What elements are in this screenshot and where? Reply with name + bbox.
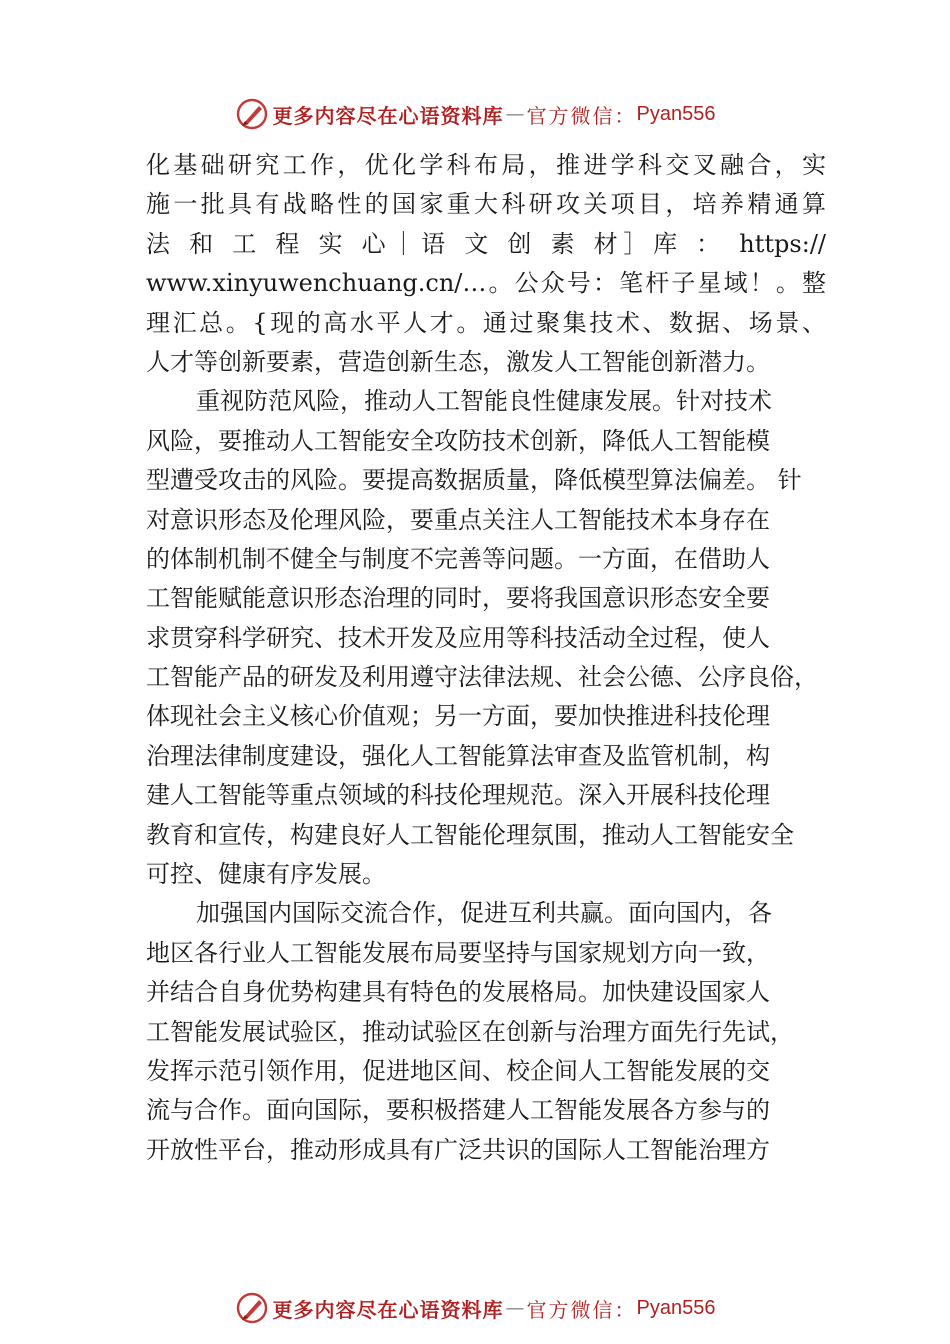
pen-circle-logo-icon xyxy=(235,97,269,131)
banner-text: 更多内容尽在心语资料库 xyxy=(272,103,504,128)
text-line: 求贯穿科学研究、技术开发及应用等科技活动全过程，使人 xyxy=(146,623,770,652)
banner-wechat-label: 官方微信： xyxy=(526,103,637,128)
banner-wechat-id: Pyan556 xyxy=(636,102,716,125)
text-line: 地区各行业人工智能发展布局要坚持与国家规划方向一致， xyxy=(146,938,770,967)
text-line: 型遭受攻击的风险。要提高数据质量，降低模型算法偏差。 针 xyxy=(146,466,802,495)
text-line: 体现社会主义核心价值观；另一方面，要加快推进科技伦理 xyxy=(146,702,770,731)
text-line: 开放性平台，推动形成具有广泛共识的国际人工智能治理方 xyxy=(146,1135,770,1164)
text-line: 人才等创新要素，营造创新生态，激发人工智能创新潜力。 xyxy=(146,347,770,376)
banner-wechat-label: 官方微信： xyxy=(526,1297,637,1322)
text-line: www.xinyuwenchuang.cn/…。公众号：笔杆子星域！。整 xyxy=(146,269,826,298)
text-line: 施一批具有战略性的国家重大科研攻关项目，培养精通算 xyxy=(146,190,826,219)
footer-banner xyxy=(0,1286,950,1330)
banner-text: 更多内容尽在心语资料库 xyxy=(272,1297,504,1322)
text-line: 治理法律制度建设，强化人工智能算法审查及监管机制，构 xyxy=(146,741,770,770)
paragraph-first-line: 加强国内国际交流合作，促进互利共赢。面向国内，各 xyxy=(196,899,772,928)
text-line: 工智能发展试验区，推动试验区在创新与治理方面先行先试， xyxy=(146,1017,794,1046)
banner-wechat-id: Pyan556 xyxy=(636,1296,716,1319)
text-line: 法 和 工 程 实 心｜语 文 创 素 材］库 ： https:// xyxy=(146,229,826,258)
text-line: 工智能赋能意识形态治理的同时，要将我国意识形态安全要 xyxy=(146,584,770,613)
text-line: 对意识形态及伦理风险，要重点关注人工智能技术本身存在 xyxy=(146,505,770,534)
text-line: 的体制机制不健全与制度不完善等问题。一方面，在借助人 xyxy=(146,544,770,573)
text-line: 发挥示范引领作用，促进地区间、校企间人工智能发展的交 xyxy=(146,1056,770,1085)
banner-separator: — xyxy=(505,1297,525,1319)
header-banner xyxy=(0,92,950,136)
document-body xyxy=(146,146,826,1170)
text-line: 并结合自身优势构建具有特色的发展格局。加快建设国家人 xyxy=(146,978,770,1007)
text-line: 建人工智能等重点领域的科技伦理规范。深入开展科技伦理 xyxy=(146,781,770,810)
banner-separator: — xyxy=(505,103,525,125)
paragraph-first-line: 重视防范风险，推动人工智能良性健康发展。针对技术 xyxy=(196,387,772,416)
text-line: 风险，要推动人工智能安全攻防技术创新，降低人工智能模 xyxy=(146,426,770,455)
text-line: 工智能产品的研发及利用遵守法律法规、社会公德、公序良俗， xyxy=(146,663,818,692)
text-line: 化基础研究工作，优化学科布局，推进学科交叉融合，实 xyxy=(146,151,826,179)
text-line: 教育和宣传，构建良好人工智能伦理氛围，推动人工智能安全 xyxy=(146,820,794,849)
text-line: 可控、健康有序发展。 xyxy=(146,860,386,889)
pen-circle-logo-icon xyxy=(235,1291,269,1325)
text-line: 流与合作。面向国际，要积极搭建人工智能发展各方参与的 xyxy=(146,1096,770,1125)
text-line: 理汇总。{现的高水平人才。通过聚集技术、数据、场景、 xyxy=(146,308,826,337)
